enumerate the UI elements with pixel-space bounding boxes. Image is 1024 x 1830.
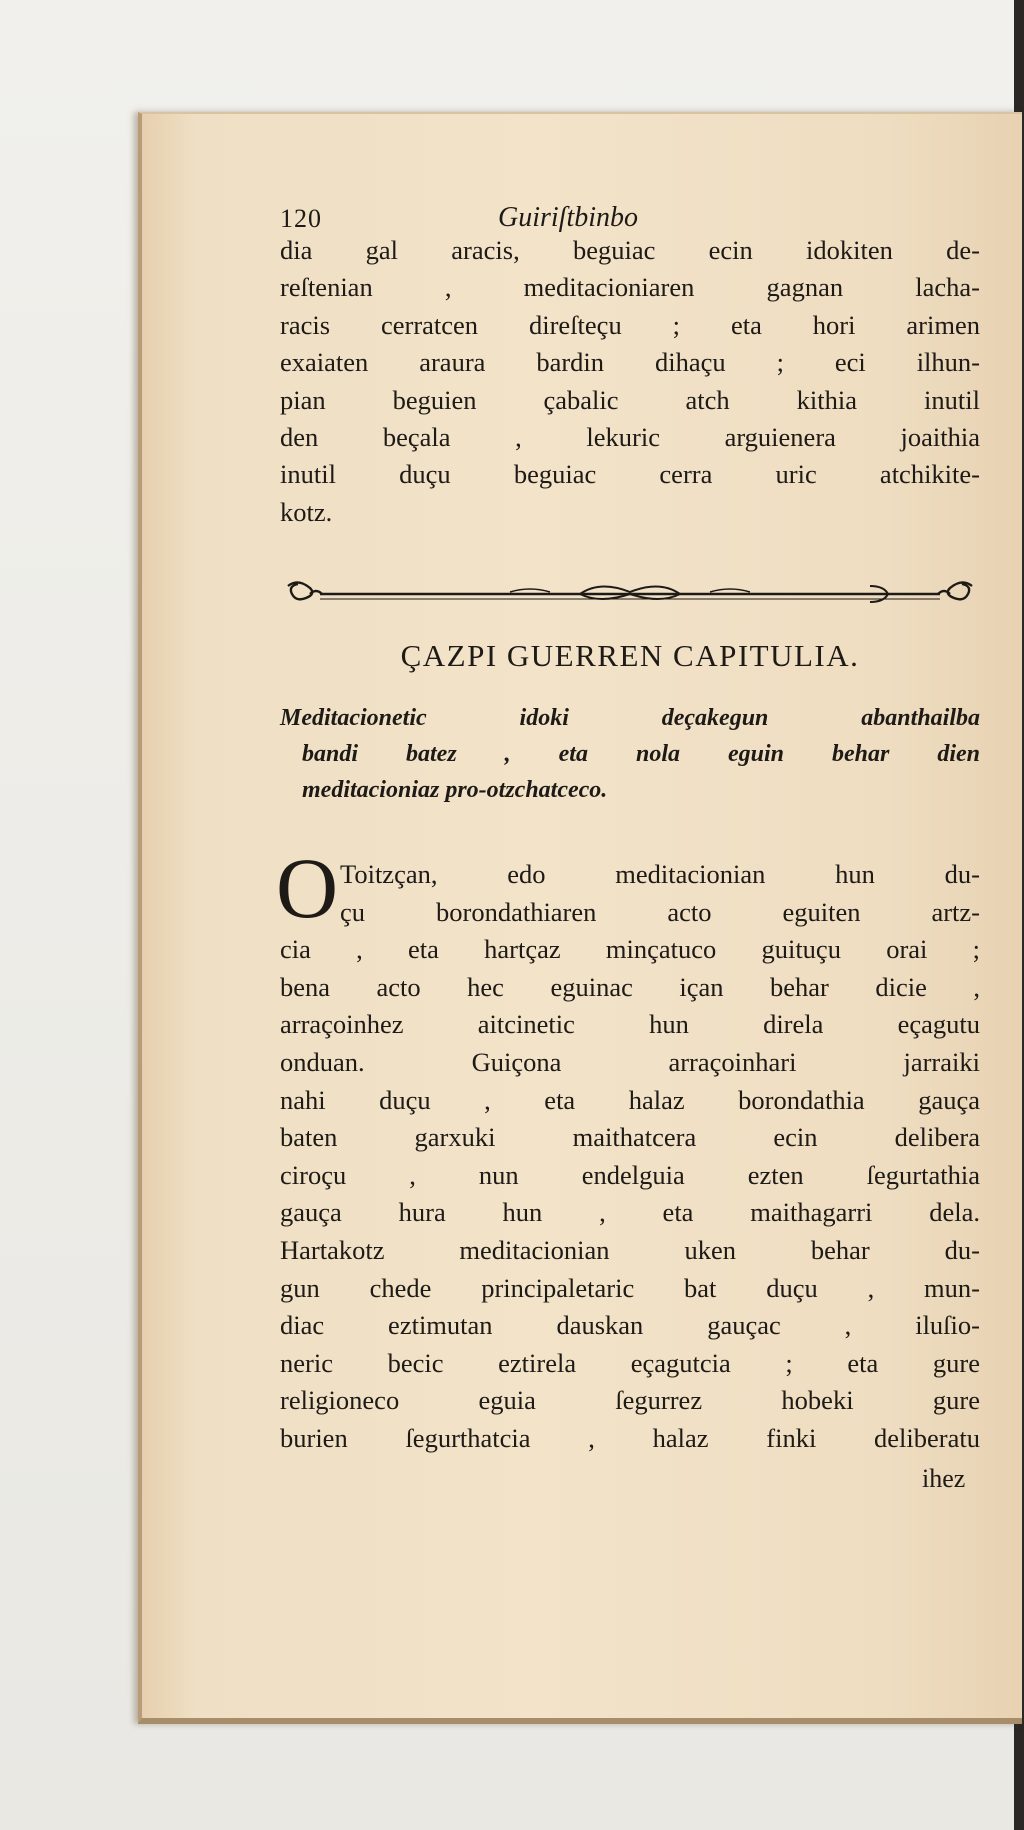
text-line: cia , eta hartçaz minçatuco guituçu orai ;: [280, 934, 980, 965]
text-line: baten garxuki maithatcera ecin delibera: [280, 1122, 980, 1153]
text-line: diac eztimutan dauskan gauçac , iluſio-: [280, 1310, 980, 1341]
text-line: reſtenian , meditacioniaren gagnan lacha-: [280, 272, 980, 303]
drop-cap: O: [276, 840, 339, 936]
text-line: onduan. Guiçona arraçoinhari jarraiki: [280, 1046, 980, 1077]
summary-line: meditacioniaz pro-otzchatceco.: [302, 777, 608, 803]
running-title: Guiriſtbinbo: [498, 202, 639, 233]
running-head: [280, 196, 1024, 236]
text-line: pian beguien çabalic atch kithia inutil: [280, 384, 980, 415]
text-line: dia gal aracis, beguiac ecin idokiten de-: [280, 235, 980, 265]
text-line: inutil duçu beguiac cerra uric atchikite-: [280, 459, 980, 490]
text-line: den beçala , lekuric arguienera joaithia: [280, 422, 980, 453]
book-page: [138, 112, 1022, 1724]
text-line: gauça hura hun , eta maithagarri dela.: [280, 1197, 980, 1228]
text-line: racis cerratcen direſteçu ; eta hori arimen: [280, 309, 980, 340]
ornamental-rule: [280, 576, 980, 612]
text-line: exaiaten araura bardin dihaçu ; eci ilhun-: [280, 347, 980, 378]
summary-line: bandi batez , eta nola eguin behar dien: [302, 741, 980, 767]
intro-paragraph: [280, 232, 980, 531]
text-line: Toitzçan, edo meditacionian hun du-: [340, 859, 980, 889]
summary-line: Meditacionetic idoki deçakegun abanthailba: [280, 705, 980, 731]
text-line: burien ſegurthatcia , halaz finki deliberatu: [280, 1422, 980, 1453]
text-line: ciroçu , nun endelguia ezten ſegurtathia: [280, 1159, 980, 1190]
page-number: 120: [280, 204, 322, 233]
text-line: Hartakotz meditacionian uken behar du-: [280, 1234, 980, 1265]
chapter-body: [276, 840, 980, 1458]
text-line: arraçoinhez aitcinetic hun direla eçagutu: [280, 1009, 980, 1040]
text-line: religioneco eguia ſegurrez hobeki gure: [280, 1385, 980, 1416]
text-line: nahi duçu , eta halaz borondathia gauça: [280, 1084, 980, 1115]
text-line: gun chede principaletaric bat duçu , mun-: [280, 1272, 980, 1303]
text-line: bena acto hec eguinac içan behar dicie ,: [280, 971, 980, 1002]
text-line: neric becic eztirela eçagutcia ; eta gure: [280, 1347, 980, 1378]
catchword: ihez: [922, 1464, 966, 1493]
text-line: çu borondathiaren acto eguiten artz-: [340, 896, 980, 927]
text-line: kotz.: [280, 496, 333, 527]
chapter-title: ÇAZPI GUERREN CAPITULIA.: [400, 638, 860, 673]
chapter-summary: [280, 700, 980, 808]
